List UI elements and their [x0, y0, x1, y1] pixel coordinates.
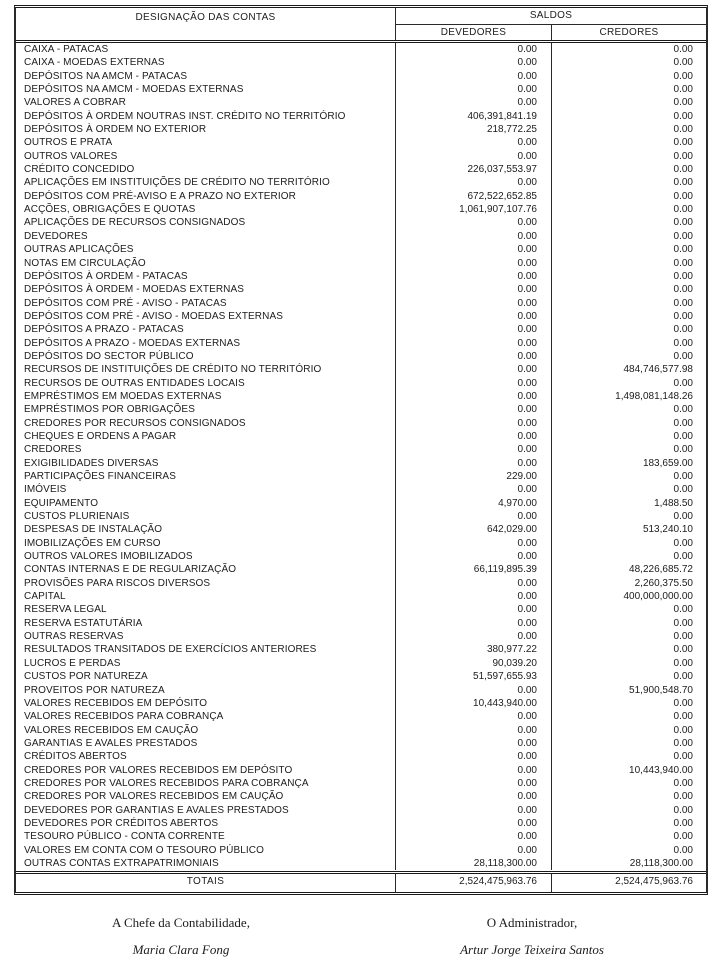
credores-value: 48,226,685.72: [629, 564, 693, 576]
devedores-value: 406,391,841.19: [396, 110, 552, 123]
account-name: CAIXA - MOEDAS EXTERNAS: [16, 56, 396, 69]
credores-value: 0.00: [673, 777, 693, 789]
table-row: [16, 203, 706, 216]
account-name: DEPÓSITOS NA AMCM - MOEDAS EXTERNAS: [16, 83, 396, 96]
credores-value: 0.00: [673, 377, 693, 389]
credores-value: 183,659.00: [642, 457, 693, 469]
totals-credores-value: 2,524,475,963.76: [615, 876, 693, 887]
table-row: [16, 844, 706, 857]
account-name: CAPITAL: [16, 590, 396, 603]
account-name: APLICAÇÕES DE RECURSOS CONSIGNADOS: [16, 216, 396, 229]
credores-value: 0.00: [673, 84, 693, 96]
credores-value: 0.00: [673, 164, 693, 176]
signature-name-left: Maria Clara Fong: [132, 942, 230, 957]
account-name: RECURSOS DE INSTITUIÇÕES DE CRÉDITO NO TERRITÓRIO: [16, 363, 396, 376]
table-row: [16, 750, 706, 763]
table-row: [16, 684, 706, 697]
credores-value: 0.00: [673, 257, 693, 269]
table-row: [16, 403, 706, 416]
table-row: [16, 377, 706, 390]
credores-value: 0.00: [673, 537, 693, 549]
credores-value: 0.00: [673, 244, 693, 256]
saldos-subheaders: [396, 25, 706, 40]
table-row: [16, 563, 706, 576]
account-name: EXIGIBILIDADES DIVERSAS: [16, 457, 396, 470]
devedores-value: 28,118,300.00: [396, 857, 552, 870]
devedores-value: 0.00: [396, 136, 552, 149]
devedores-value: 0.00: [396, 630, 552, 643]
devedores-value: 0.00: [396, 150, 552, 163]
credores-column-header: CREDORES: [599, 27, 659, 38]
signature-name-right: Artur Jorge Teixeira Santos: [460, 942, 604, 957]
credores-value: 0.00: [673, 724, 693, 736]
table-row: [16, 96, 706, 109]
devedores-value: 0.00: [396, 844, 552, 857]
credores-value: 0.00: [673, 150, 693, 162]
account-name: CREDORES POR RECURSOS CONSIGNADOS: [16, 417, 396, 430]
table-row: [16, 537, 706, 550]
devedores-value: 0.00: [396, 830, 552, 843]
account-name: DESPESAS DE INSTALAÇÃO: [16, 523, 396, 536]
devedores-value: 0.00: [396, 764, 552, 777]
devedores-value: 0.00: [396, 537, 552, 550]
account-name: VALORES RECEBIDOS EM CAUÇÃO: [16, 724, 396, 737]
table-row: [16, 350, 706, 363]
account-name: VALORES RECEBIDOS EM DEPÓSITO: [16, 697, 396, 710]
table-row: [16, 56, 706, 69]
credores-value: 0.00: [673, 551, 693, 563]
credores-value: 0.00: [673, 631, 693, 643]
devedores-value: 0.00: [396, 56, 552, 69]
table-row: [16, 483, 706, 496]
credores-value: 0.00: [673, 604, 693, 616]
account-name: PROVISÕES PARA RISCOS DIVERSOS: [16, 577, 396, 590]
credores-value: 0.00: [673, 310, 693, 322]
credores-value: 400,000,000.00: [623, 591, 693, 603]
signature-title-right: O Administrador,: [486, 915, 578, 930]
devedores-value: 0.00: [396, 483, 552, 496]
credores-value: 0.00: [673, 44, 693, 55]
credores-value: 28,118,300.00: [629, 857, 693, 869]
devedores-value: 1,061,907,107.76: [396, 203, 552, 216]
credores-value: 0.00: [673, 190, 693, 202]
account-name: ACÇÕES, OBRIGAÇÕES E QUOTAS: [16, 203, 396, 216]
table-row: [16, 857, 706, 870]
devedores-value: 218,772.25: [396, 123, 552, 136]
credores-value: 51,900,548.70: [629, 684, 693, 696]
credores-value: 0.00: [673, 57, 693, 69]
credores-value: 0.00: [673, 297, 693, 309]
credores-value: 0.00: [673, 270, 693, 282]
devedores-value: 0.00: [396, 710, 552, 723]
table-row: [16, 150, 706, 163]
account-name: CREDORES POR VALORES RECEBIDOS PARA COBRANÇA: [16, 777, 396, 790]
devedores-value: 672,522,652.85: [396, 190, 552, 203]
devedores-value: 0.00: [396, 790, 552, 803]
totals-devedores-value: 2,524,475,963.76: [396, 874, 552, 892]
table-row: [16, 577, 706, 590]
devedores-value: 0.00: [396, 430, 552, 443]
account-name: RESERVA ESTATUTÁRIA: [16, 617, 396, 630]
devedores-value: 0.00: [396, 390, 552, 403]
credores-value: 0.00: [673, 110, 693, 122]
devedores-value: 0.00: [396, 417, 552, 430]
credores-value: 0.00: [673, 217, 693, 229]
totals-row: [16, 871, 706, 892]
credores-value: 484,746,577.98: [623, 364, 693, 376]
devedores-value: 0.00: [396, 443, 552, 456]
devedores-value: 0.00: [396, 363, 552, 376]
table-row: [16, 630, 706, 643]
account-name: GARANTIAS E AVALES PRESTADOS: [16, 737, 396, 750]
credores-value: 0.00: [673, 791, 693, 803]
table-row: [16, 710, 706, 723]
credores-value: 0.00: [673, 444, 693, 456]
table-row: [16, 777, 706, 790]
table-row: [16, 190, 706, 203]
table-row: [16, 43, 706, 56]
credores-value: 0.00: [673, 177, 693, 189]
devedores-value: 0.00: [396, 577, 552, 590]
credores-value: 0.00: [673, 484, 693, 496]
table-row: [16, 337, 706, 350]
table-row: [16, 283, 706, 296]
designation-column-header: DESIGNAÇÃO DAS CONTAS: [16, 8, 396, 40]
account-name: CONTAS INTERNAS E DE REGULARIZAÇÃO: [16, 563, 396, 576]
account-name: LUCROS E PERDAS: [16, 657, 396, 670]
signature-block-administrator: [412, 915, 652, 958]
table-row: [16, 643, 706, 656]
credores-value: 0.00: [673, 657, 693, 669]
table-row: [16, 270, 706, 283]
account-name: RESULTADOS TRANSITADOS DE EXERCÍCIOS ANTERIORES: [16, 643, 396, 656]
account-name: DEPÓSITOS COM PRÉ - AVISO - MOEDAS EXTERNAS: [16, 310, 396, 323]
table-row: [16, 804, 706, 817]
signature-title-left: A Chefe da Contabilidade,: [112, 915, 250, 930]
account-name: NOTAS EM CIRCULAÇÃO: [16, 257, 396, 270]
account-name: CAIXA - PATACAS: [16, 43, 396, 56]
account-name: EQUIPAMENTO: [16, 497, 396, 510]
devedores-value: 0.00: [396, 684, 552, 697]
devedores-value: 0.00: [396, 297, 552, 310]
account-name: CUSTOS POR NATUREZA: [16, 670, 396, 683]
devedores-value: 229.00: [396, 470, 552, 483]
account-name: DEPÓSITOS COM PRÉ - AVISO - PATACAS: [16, 297, 396, 310]
devedores-value: 0.00: [396, 43, 552, 56]
account-name: PARTICIPAÇÕES FINANCEIRAS: [16, 470, 396, 483]
credores-value: 0.00: [673, 844, 693, 856]
table-row: [16, 257, 706, 270]
table-row: [16, 617, 706, 630]
credores-value: 0.00: [673, 324, 693, 336]
credores-value: 0.00: [673, 751, 693, 763]
credores-value: 0.00: [673, 417, 693, 429]
devedores-value: 0.00: [396, 724, 552, 737]
account-name: VALORES A COBRAR: [16, 96, 396, 109]
account-name: DEPÓSITOS COM PRÉ-AVISO E A PRAZO NO EXTERIOR: [16, 190, 396, 203]
devedores-value: 0.00: [396, 777, 552, 790]
signature-block-accounting-chief: [61, 915, 301, 958]
devedores-value: 0.00: [396, 337, 552, 350]
account-name: DEPÓSITOS NA AMCM - PATACAS: [16, 70, 396, 83]
devedores-column-header: DEVEDORES: [396, 25, 552, 40]
table-row: [16, 70, 706, 83]
devedores-value: 0.00: [396, 257, 552, 270]
devedores-value: 0.00: [396, 510, 552, 523]
table-row: [16, 390, 706, 403]
table-row: [16, 363, 706, 376]
table-row: [16, 430, 706, 443]
devedores-value: 226,037,553.97: [396, 163, 552, 176]
devedores-value: 0.00: [396, 216, 552, 229]
account-name: DEVEDORES POR GARANTIAS E AVALES PRESTADOS: [16, 804, 396, 817]
credores-value: 0.00: [673, 124, 693, 136]
table-row: [16, 163, 706, 176]
table-row: [16, 603, 706, 616]
devedores-value: 10,443,940.00: [396, 697, 552, 710]
table-row: [16, 724, 706, 737]
table-row: [16, 457, 706, 470]
account-name: DEPÓSITOS À ORDEM NOUTRAS INST. CRÉDITO NO TERRITÓRIO: [16, 110, 396, 123]
account-name: IMOBILIZAÇÕES EM CURSO: [16, 537, 396, 550]
credores-value: 0.00: [673, 671, 693, 683]
table-row: [16, 830, 706, 843]
table-row: [16, 310, 706, 323]
table-row: [16, 590, 706, 603]
credores-value: 0.00: [673, 404, 693, 416]
devedores-value: 0.00: [396, 283, 552, 296]
devedores-value: 0.00: [396, 323, 552, 336]
accounts-table: [14, 5, 708, 895]
account-name: VALORES RECEBIDOS PARA COBRANÇA: [16, 710, 396, 723]
credores-value: 0.00: [673, 430, 693, 442]
table-row: [16, 764, 706, 777]
table-row: [16, 417, 706, 430]
credores-value: 1,498,081,148.26: [615, 390, 693, 402]
table-row: [16, 523, 706, 536]
table-row: [16, 216, 706, 229]
credores-value: 0.00: [673, 137, 693, 149]
account-name: OUTROS VALORES: [16, 150, 396, 163]
devedores-value: 0.00: [396, 403, 552, 416]
account-name: DEPÓSITOS A PRAZO - PATACAS: [16, 323, 396, 336]
credores-value: 0.00: [673, 284, 693, 296]
devedores-value: 0.00: [396, 550, 552, 563]
table-header: [16, 8, 706, 43]
table-row: [16, 297, 706, 310]
credores-value: 513,240.10: [642, 524, 693, 536]
devedores-value: 0.00: [396, 750, 552, 763]
account-name: DEPÓSITOS À ORDEM - MOEDAS EXTERNAS: [16, 283, 396, 296]
devedores-value: 0.00: [396, 350, 552, 363]
devedores-value: 642,029.00: [396, 523, 552, 536]
devedores-value: 0.00: [396, 270, 552, 283]
credores-value: 0.00: [673, 471, 693, 482]
table-row: [16, 550, 706, 563]
table-row: [16, 497, 706, 510]
account-name: DEVEDORES: [16, 230, 396, 243]
account-name: DEPÓSITOS À ORDEM - PATACAS: [16, 270, 396, 283]
account-name: CREDORES: [16, 443, 396, 456]
account-name: OUTRAS APLICAÇÕES: [16, 243, 396, 256]
credores-value: 10,443,940.00: [629, 764, 693, 776]
devedores-value: 51,597,655.93: [396, 670, 552, 683]
account-name: EMPRÉSTIMOS POR OBRIGAÇÕES: [16, 403, 396, 416]
account-name: DEPÓSITOS DO SECTOR PÚBLICO: [16, 350, 396, 363]
table-row: [16, 443, 706, 456]
table-row: [16, 323, 706, 336]
credores-value: 0.00: [673, 511, 693, 523]
credores-value: 0.00: [673, 831, 693, 843]
account-name: EMPRÉSTIMOS EM MOEDAS EXTERNAS: [16, 390, 396, 403]
credores-value: 0.00: [673, 711, 693, 723]
devedores-value: 0.00: [396, 310, 552, 323]
devedores-value: 0.00: [396, 377, 552, 390]
devedores-value: 0.00: [396, 230, 552, 243]
credores-value: 0.00: [673, 617, 693, 629]
account-name: VALORES EM CONTA COM O TESOURO PÚBLICO: [16, 844, 396, 857]
table-row: [16, 243, 706, 256]
account-name: CREDORES POR VALORES RECEBIDOS EM DEPÓSITO: [16, 764, 396, 777]
account-name: RECURSOS DE OUTRAS ENTIDADES LOCAIS: [16, 377, 396, 390]
credores-value: 0.00: [673, 817, 693, 829]
credores-value: 2,260,375.50: [634, 577, 693, 589]
account-name: CHEQUES E ORDENS A PAGAR: [16, 430, 396, 443]
devedores-value: 0.00: [396, 817, 552, 830]
account-name: CRÉDITOS ABERTOS: [16, 750, 396, 763]
account-name: APLICAÇÕES EM INSTITUIÇÕES DE CRÉDITO NO TERRITÓRIO: [16, 176, 396, 189]
devedores-value: 0.00: [396, 243, 552, 256]
account-name: RESERVA LEGAL: [16, 603, 396, 616]
devedores-value: 0.00: [396, 804, 552, 817]
table-row: [16, 230, 706, 243]
totals-label: TOTAIS: [16, 874, 396, 892]
account-name: IMÓVEIS: [16, 483, 396, 496]
devedores-value: 0.00: [396, 176, 552, 189]
credores-value: 0.00: [673, 804, 693, 816]
devedores-value: 0.00: [396, 737, 552, 750]
devedores-value: 0.00: [396, 96, 552, 109]
devedores-value: 0.00: [396, 83, 552, 96]
account-name: PROVEITOS POR NATUREZA: [16, 684, 396, 697]
credores-value: 0.00: [673, 644, 693, 656]
credores-value: 0.00: [673, 230, 693, 242]
account-name: CRÉDITO CONCEDIDO: [16, 163, 396, 176]
account-name: DEPÓSITOS A PRAZO - MOEDAS EXTERNAS: [16, 337, 396, 350]
credores-value: 0.00: [673, 737, 693, 749]
table-row: [16, 470, 706, 483]
table-body: [16, 43, 706, 871]
credores-value: 0.00: [673, 70, 693, 82]
credores-value: 0.00: [673, 97, 693, 109]
devedores-value: 0.00: [396, 603, 552, 616]
devedores-value: 0.00: [396, 457, 552, 470]
table-row: [16, 670, 706, 683]
account-name: DEVEDORES POR CRÉDITOS ABERTOS: [16, 817, 396, 830]
account-name: OUTRAS RESERVAS: [16, 630, 396, 643]
credores-value: 0.00: [673, 337, 693, 349]
account-name: DEPÓSITOS À ORDEM NO EXTERIOR: [16, 123, 396, 136]
table-row: [16, 737, 706, 750]
credores-value: 0.00: [673, 350, 693, 362]
table-row: [16, 136, 706, 149]
account-name: CREDORES POR VALORES RECEBIDOS EM CAUÇÃO: [16, 790, 396, 803]
table-row: [16, 110, 706, 123]
devedores-value: 0.00: [396, 70, 552, 83]
table-row: [16, 657, 706, 670]
table-row: [16, 510, 706, 523]
table-row: [16, 83, 706, 96]
saldos-group-header: SALDOS: [396, 8, 706, 25]
account-name: CUSTOS PLURIENAIS: [16, 510, 396, 523]
table-row: [16, 817, 706, 830]
account-name: OUTRAS CONTAS EXTRAPATRIMONIAIS: [16, 857, 396, 870]
credores-value: 0.00: [673, 204, 693, 216]
table-row: [16, 176, 706, 189]
devedores-value: 0.00: [396, 590, 552, 603]
devedores-value: 380,977.22: [396, 643, 552, 656]
account-name: OUTROS VALORES IMOBILIZADOS: [16, 550, 396, 563]
table-row: [16, 697, 706, 710]
devedores-value: 0.00: [396, 617, 552, 630]
devedores-value: 90,039.20: [396, 657, 552, 670]
account-name: TESOURO PÚBLICO - CONTA CORRENTE: [16, 830, 396, 843]
devedores-value: 4,970.00: [396, 497, 552, 510]
credores-value: 1,488.50: [654, 497, 693, 509]
table-row: [16, 790, 706, 803]
saldos-column-group: [396, 8, 706, 40]
devedores-value: 66,119,895.39: [396, 563, 552, 576]
table-row: [16, 123, 706, 136]
account-name: OUTROS E PRATA: [16, 136, 396, 149]
credores-value: 0.00: [673, 697, 693, 709]
